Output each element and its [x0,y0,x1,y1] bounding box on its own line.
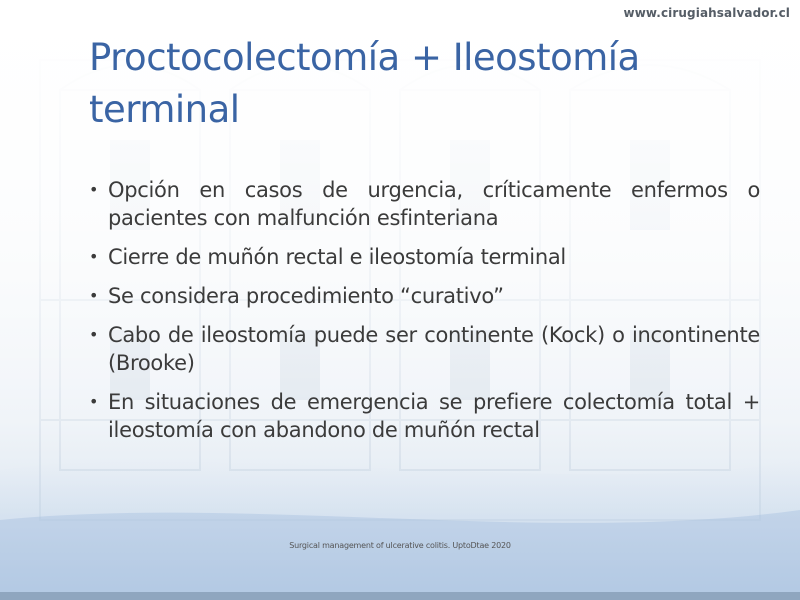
bullet-item [89,321,760,377]
site-url: www.cirugiahsalvador.cl [623,6,790,20]
bullet-item [89,243,760,271]
bullet-text: Se considera procedimiento “curativo” [108,284,504,308]
bullet-text: Cierre de muñón rectal e ileostomía terminal [108,245,566,269]
bullet-list [89,176,760,455]
slide-title: Proctocolectomía + Ileostomía terminal [89,36,640,131]
bullet-icon: • [89,392,99,411]
bullet-text: En situaciones de emergencia se prefiere colectomía total + ileostomía con abandono de muñón rectal [108,390,760,442]
bullet-text: Opción en casos de urgencia, críticamente enfermos o pacientes con malfunción esfinteriana [108,178,760,230]
bullet-item [89,176,760,232]
bullet-item [89,388,760,444]
bullet-icon: • [89,286,99,305]
bottom-bar [0,592,800,600]
bullet-icon: • [89,325,99,344]
bullet-icon: • [89,247,99,266]
bullet-text: Cabo de ileostomía puede ser continente (Kock) o incontinente (Brooke) [108,323,760,375]
bullet-icon: • [89,180,99,199]
bullet-item [89,282,760,310]
citation-footnote: Surgical management of ulcerative colitis. UptoDtae 2020 [289,541,511,550]
